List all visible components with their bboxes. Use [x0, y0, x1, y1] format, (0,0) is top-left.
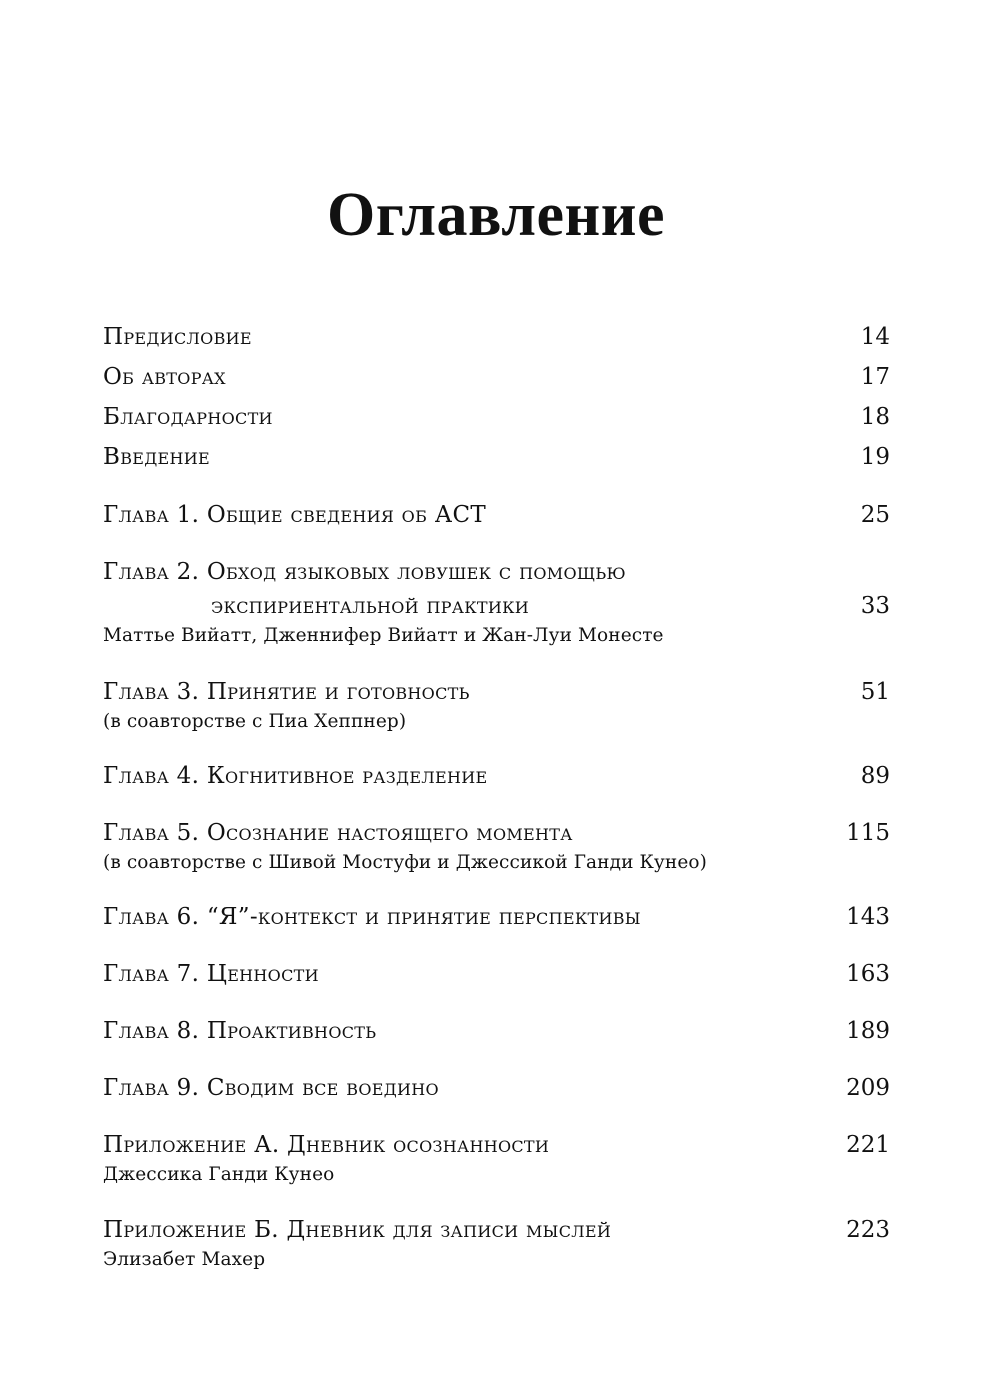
toc-entry-label: Об авторах [103, 364, 226, 390]
toc-entry-chapter-1 [103, 498, 890, 532]
toc-entry-page: 209 [846, 1075, 890, 1101]
toc-entry-page: 223 [846, 1217, 890, 1243]
toc-entry-about-authors [103, 360, 890, 394]
toc-entry-chapter-3 [103, 675, 890, 735]
toc-entry-appendix-a [103, 1128, 890, 1188]
toc-entry-chapter-2 [103, 555, 890, 649]
toc-entry-author: (в соавторстве с Шивой Мостуфи и Джессикой Ганди Кунео) [103, 852, 707, 873]
toc-entry-label-continued: экспириентальной практики [211, 593, 530, 619]
toc-entry-chapter-5 [103, 816, 890, 876]
toc-entry-label: Глава 7. Ценности [103, 961, 319, 987]
toc-entry-page: 51 [860, 679, 890, 705]
toc-entry-author: Маттье Вийатт, Дженнифер Вийатт и Жан-Луи Монесте [103, 625, 664, 646]
page-title: Оглавление [327, 180, 665, 249]
toc-entry-page: 33 [860, 593, 890, 619]
toc-entry-appendix-b [103, 1213, 890, 1273]
toc-entry-page: 18 [860, 404, 890, 430]
toc-entry-chapter-6 [103, 900, 890, 934]
toc-entry-label: Введение [103, 444, 211, 470]
toc-entry-chapter-7 [103, 957, 890, 991]
toc-entry-page: 143 [846, 904, 890, 930]
toc-entry-label: Глава 3. Принятие и готовность [103, 679, 470, 705]
toc-entry-chapter-4 [103, 759, 890, 793]
toc-entry-page: 221 [846, 1132, 890, 1158]
toc-entry-page: 163 [846, 961, 890, 987]
toc-entry-page: 115 [846, 820, 890, 846]
toc-entry-page: 25 [860, 502, 890, 528]
toc-entry-label: Благодарности [103, 404, 273, 430]
toc-entry-preface [103, 320, 890, 354]
toc-entry-label: Приложение А. Дневник осознанности [103, 1132, 550, 1158]
toc-entry-label: Глава 1. Общие сведения об АСТ [103, 502, 487, 528]
toc-entry-author: Элизабет Махер [103, 1249, 266, 1270]
toc-entry-introduction [103, 440, 890, 474]
toc-entry-label: Глава 4. Когнитивное разделение [103, 763, 488, 789]
toc-entry-page: 89 [860, 763, 890, 789]
toc-entry-label: Глава 6. “Я”-контекст и принятие перспективы [103, 904, 641, 930]
toc-entry-page: 189 [846, 1018, 890, 1044]
toc-entry-author: (в соавторстве с Пиа Хеппнер) [103, 711, 407, 732]
toc-entry-label: Глава 8. Проактивность [103, 1018, 377, 1044]
toc-entry-author: Джессика Ганди Кунео [103, 1164, 335, 1185]
toc-entry-page: 17 [860, 364, 890, 390]
toc-entry-label: Глава 2. Обход языковых ловушек с помощью [103, 559, 626, 585]
toc-entry-page: 14 [860, 324, 890, 350]
toc-entry-label: Предисловие [103, 324, 252, 350]
toc-entry-label: Глава 9. Сводим все воедино [103, 1075, 439, 1101]
toc-entry-page: 19 [860, 444, 890, 470]
toc-entry-chapter-9 [103, 1071, 890, 1105]
toc-entry-label: Приложение Б. Дневник для записи мыслей [103, 1217, 612, 1243]
toc-entry-label: Глава 5. Осознание настоящего момента [103, 820, 573, 846]
toc-entry-acknowledgements [103, 400, 890, 434]
table-of-contents [103, 320, 890, 1273]
toc-entry-chapter-8 [103, 1014, 890, 1048]
